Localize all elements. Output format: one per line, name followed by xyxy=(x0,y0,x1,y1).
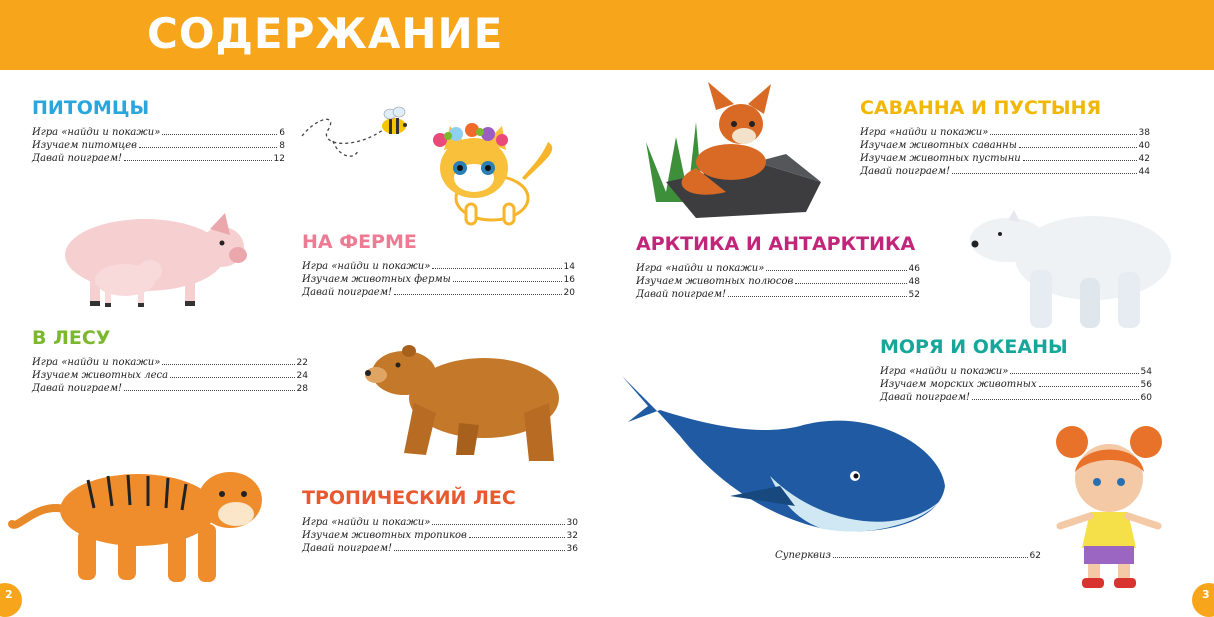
toc-page: 62 xyxy=(1029,551,1041,561)
section-seas-oceans xyxy=(880,335,1152,404)
section-savanna-desert xyxy=(860,96,1150,178)
toc-page: 32 xyxy=(566,531,578,541)
dot-leader xyxy=(952,173,1137,174)
toc-label: Суперквиз xyxy=(775,550,831,561)
pig-illustration xyxy=(50,205,245,315)
toc-entry[interactable] xyxy=(860,165,1150,178)
toc-page: 24 xyxy=(296,371,308,381)
section-farm xyxy=(302,230,575,299)
toc-page: 54 xyxy=(1140,367,1152,377)
toc-label: Давай поиграем! xyxy=(32,383,123,394)
dot-leader xyxy=(795,283,906,284)
dot-leader xyxy=(139,147,277,148)
toc-page: 60 xyxy=(1140,393,1152,403)
toc-entry[interactable] xyxy=(302,273,575,286)
dot-leader xyxy=(432,524,564,525)
dot-leader xyxy=(1023,160,1137,161)
toc-entry[interactable] xyxy=(880,378,1152,391)
dot-leader xyxy=(432,268,561,269)
toc-label: Давай поиграем! xyxy=(302,543,393,554)
polar-bear-illustration xyxy=(968,200,1178,335)
dot-leader xyxy=(162,134,277,135)
toc-entry[interactable] xyxy=(302,516,578,529)
toc-page: 40 xyxy=(1138,141,1150,151)
toc-page: 42 xyxy=(1138,154,1150,164)
toc-page: 56 xyxy=(1140,380,1152,390)
dot-leader xyxy=(453,281,562,282)
toc-entry[interactable] xyxy=(302,260,575,273)
dot-leader xyxy=(990,134,1136,135)
toc-entry[interactable] xyxy=(860,126,1150,139)
toc-label: Игра «найди и покажи» xyxy=(860,127,989,138)
toc-label: Игра «найди и покажи» xyxy=(636,263,765,274)
toc-label: Изучаем животных саванны xyxy=(860,140,1017,151)
toc-label: Давай поиграем! xyxy=(32,153,123,164)
toc-page: 36 xyxy=(566,544,578,554)
toc-label: Изучаем питомцев xyxy=(32,140,137,151)
toc-label: Давай поиграем! xyxy=(636,289,727,300)
section-arctic-antarctic xyxy=(636,232,920,301)
toc-page: 14 xyxy=(563,262,575,272)
toc-page: 22 xyxy=(296,358,308,368)
dot-leader xyxy=(162,364,294,365)
dot-leader xyxy=(728,296,907,297)
toc-page: 8 xyxy=(279,141,285,151)
toc-page: 6 xyxy=(279,128,285,138)
section-title: ТРОПИЧЕСКИЙ ЛЕС xyxy=(302,487,516,509)
toc-page: 28 xyxy=(296,384,308,394)
toc-page: 30 xyxy=(566,518,578,528)
section-title: МОРЯ И ОКЕАНЫ xyxy=(880,336,1068,358)
dot-leader xyxy=(394,294,562,295)
toc-label: Игра «найди и покажи» xyxy=(302,517,431,528)
tiger-illustration xyxy=(8,450,268,590)
toc-label: Изучаем животных пустыни xyxy=(860,153,1021,164)
toc-entry[interactable] xyxy=(636,275,920,288)
page-number-right-text: 3 xyxy=(1202,588,1210,601)
toc-entry[interactable] xyxy=(636,262,920,275)
toc-label: Давай поиграем! xyxy=(302,287,393,298)
dot-leader xyxy=(766,270,906,271)
dot-leader xyxy=(170,377,294,378)
toc-label: Давай поиграем! xyxy=(880,392,971,403)
toc-label: Игра «найди и покажи» xyxy=(302,261,431,272)
toc-label: Изучаем животных полюсов xyxy=(636,276,794,287)
girl-illustration xyxy=(1050,420,1168,590)
section-superquiz xyxy=(775,549,1041,562)
toc-entry[interactable] xyxy=(880,365,1152,378)
toc-entry[interactable] xyxy=(32,356,308,369)
toc-entry[interactable] xyxy=(880,391,1152,404)
section-title: ПИТОМЦЫ xyxy=(32,97,150,119)
section-title: НА ФЕРМЕ xyxy=(302,231,417,253)
toc-entry[interactable] xyxy=(860,152,1150,165)
toc-entry[interactable] xyxy=(302,542,578,555)
dot-leader xyxy=(469,537,565,538)
section-title: В ЛЕСУ xyxy=(32,327,111,349)
toc-label: Игра «найди и покажи» xyxy=(32,127,161,138)
section-title: АРКТИКА И АНТАРКТИКА xyxy=(636,233,916,255)
dot-leader xyxy=(1019,147,1137,148)
toc-entry[interactable] xyxy=(860,139,1150,152)
page-number-left-text: 2 xyxy=(5,588,13,601)
dot-leader xyxy=(1010,373,1138,374)
brown-bear-illustration xyxy=(364,343,564,468)
kitten-illustration xyxy=(430,120,560,230)
header-banner xyxy=(0,0,1214,70)
toc-page: 52 xyxy=(908,290,920,300)
toc-page: 12 xyxy=(273,154,285,164)
section-pets xyxy=(32,96,285,165)
page-title: СОДЕРЖАНИЕ xyxy=(147,9,504,58)
toc-label: Давай поиграем! xyxy=(860,166,951,177)
section-title: САВАННА И ПУСТЫНЯ xyxy=(860,97,1102,119)
fox-illustration xyxy=(636,82,826,220)
dot-leader xyxy=(394,550,565,551)
toc-label: Изучаем животных тропиков xyxy=(302,530,467,541)
toc-page: 46 xyxy=(908,264,920,274)
toc-page: 38 xyxy=(1138,128,1150,138)
toc-page: 48 xyxy=(908,277,920,287)
section-tropical-forest xyxy=(302,486,578,555)
toc-label: Игра «найди и покажи» xyxy=(32,357,161,368)
toc-entry[interactable] xyxy=(636,288,920,301)
toc-entry[interactable] xyxy=(32,382,308,395)
toc-label: Изучаем животных леса xyxy=(32,370,169,381)
dot-leader xyxy=(124,390,295,391)
toc-entry[interactable] xyxy=(32,139,285,152)
dot-leader xyxy=(833,557,1028,558)
toc-entry[interactable] xyxy=(32,152,285,165)
toc-entry[interactable] xyxy=(302,529,578,542)
toc-entry[interactable] xyxy=(32,369,308,382)
toc-entry[interactable] xyxy=(302,286,575,299)
dot-leader xyxy=(972,399,1139,400)
dot-leader xyxy=(124,160,272,161)
section-forest xyxy=(32,326,308,395)
toc-page: 44 xyxy=(1138,167,1150,177)
toc-entry[interactable] xyxy=(775,549,1041,562)
toc-entry[interactable] xyxy=(32,126,285,139)
toc-label: Изучаем животных фермы xyxy=(302,274,451,285)
toc-label: Изучаем морских животных xyxy=(880,379,1037,390)
dot-leader xyxy=(1039,386,1139,387)
toc-page: 20 xyxy=(563,288,575,298)
toc-label: Игра «найди и покажи» xyxy=(880,366,1009,377)
bee-icon xyxy=(298,96,413,166)
page-number-right xyxy=(1192,583,1214,617)
toc-page: 16 xyxy=(563,275,575,285)
